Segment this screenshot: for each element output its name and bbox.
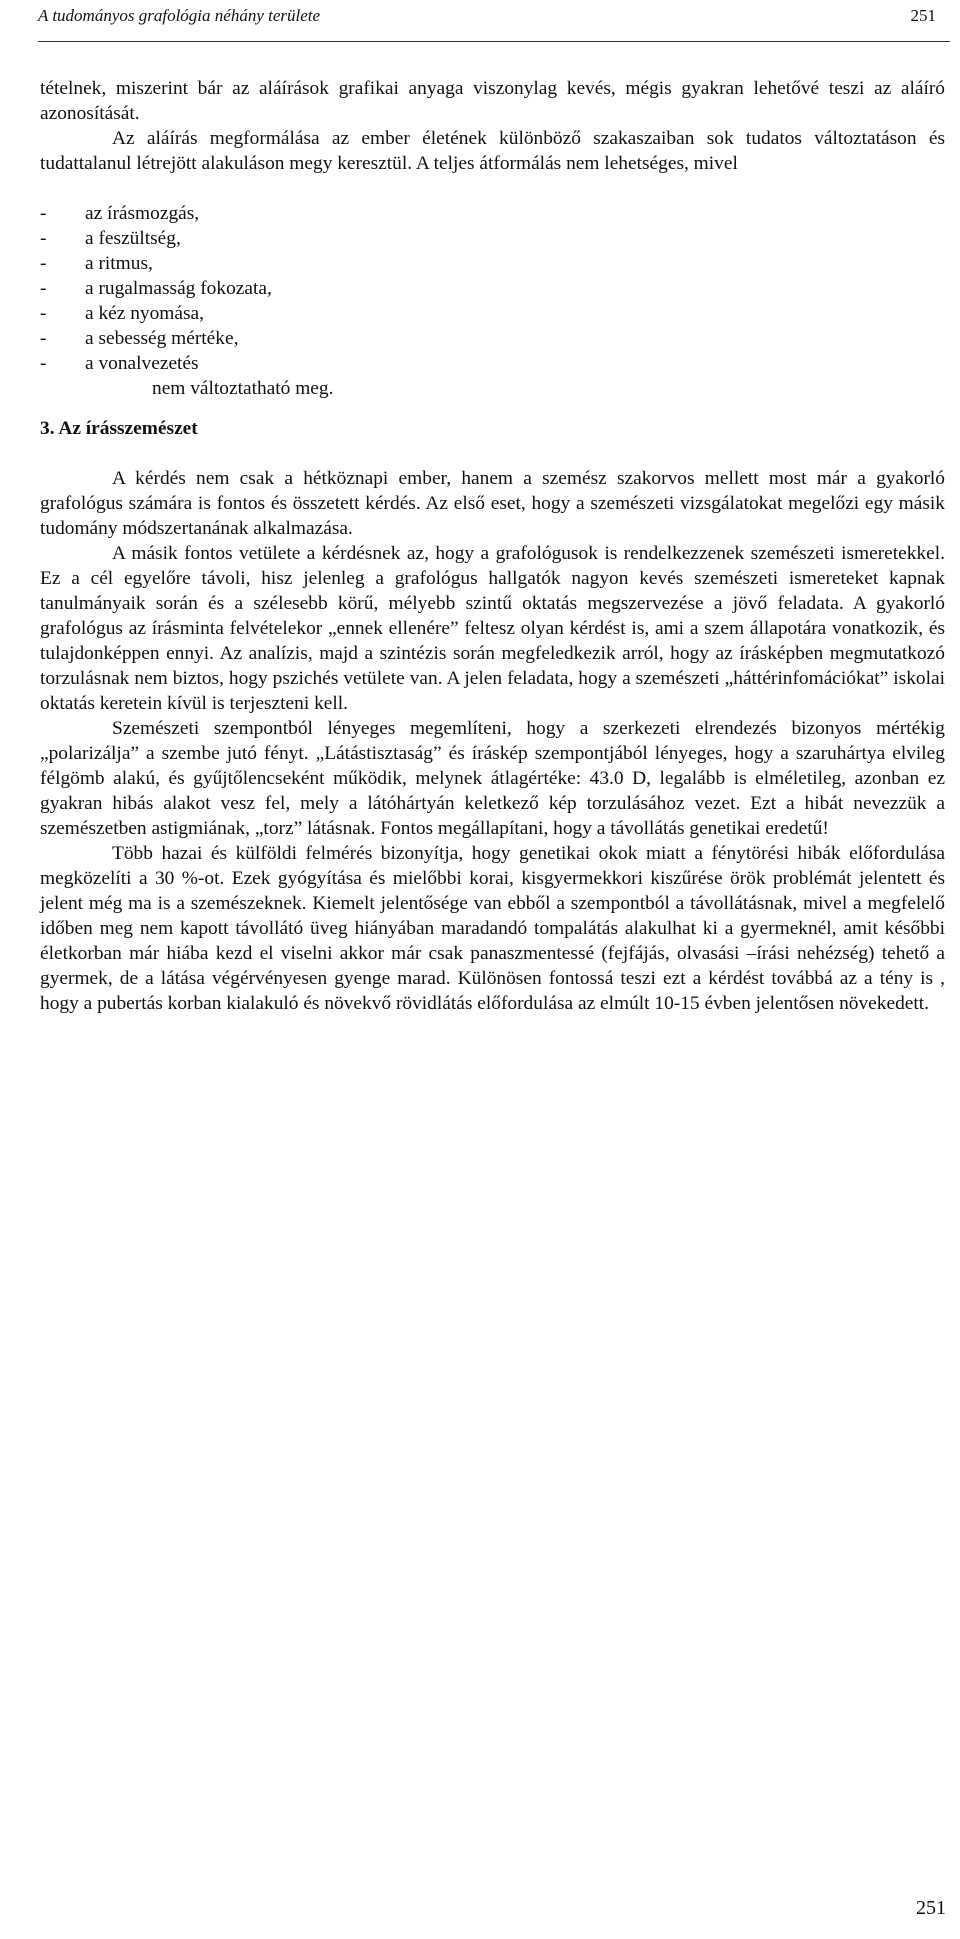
section-heading: 3. Az írásszemészet — [40, 418, 198, 439]
list-item-text: a kéz nyomása, — [85, 303, 204, 324]
list-item-text: a sebesség mértéke, — [85, 328, 239, 349]
running-header-title: A tudományos grafológia néhány területe — [38, 6, 321, 25]
list-dash: - — [40, 303, 47, 324]
section-paragraph-2: A másik fontos vetülete a kérdésnek az, hogy a grafológusok is rendelkezzenek szemészeti ismeretekkel. Ez a cél egyelőre távoli, hisz jelenleg a grafológus hallgatók nagyon kevés szemészeti ismereteket kapnak tanulmányaik során és a szélesebb körű, mélyebb szintű oktatás megszervezése a jövő feladata. A gyakorló grafológus az írásminta felvételekor „ennek ellenére” feltesz olyan kérdést is, ami a szem állapotára vonatkozik, és tulajdonképpen ennyi. Az analízis, majd a szintézis során megfeledkezik arról, hogy az írásképben megmutatkozó torzulásnak nem biztos, hogy pszichés vetülete van. A jelen feladata, hogy a szemészeti „háttérinfomációkat” iskolai oktatás keretein kívül is terjeszteni kell. — [40, 543, 945, 714]
list-item-text: az írásmozgás, — [85, 203, 200, 224]
list-item-text: a feszültség, — [85, 228, 181, 249]
list-dash: - — [40, 278, 47, 299]
section-paragraph-1: A kérdés nem csak a hétköznapi ember, hanem a szemész szakorvos mellett most már a gyakorló grafológus számára is fontos és összetett kérdés. Az első eset, hogy a szemészeti vizsgálatokat megelőzi egy másik tudomány módszertanának alkalmazása. — [40, 468, 945, 539]
list-dash: - — [40, 228, 47, 249]
footer-page-number: 251 — [916, 1897, 946, 1919]
list-item-text: a rugalmasság fokozata, — [85, 278, 272, 299]
page-body — [40, 76, 945, 1016]
list-item — [40, 351, 945, 376]
list-item — [40, 201, 945, 226]
section-paragraph-4: Több hazai és külföldi felmérés bizonyítja, hogy genetikai okok miatt a fénytörési hibák előfordulása megközelíti a 30 %-ot. Ezek gyógyítása és mielőbbi korai, kisgyermekkori kiszűrése örök problémát jelentett és jelent még ma is a szemészeknek. Kiemelt jelentősége van ebből a szempontból a távollátásnak, mivel a megfelelő időben meg nem kapott távollátó üveg hiányában maradandó tompalátás alakulhat ki a gyermeknél, amit későbbi életkorban már hiába kezd el viselni akkor már csak panaszmentessé (fejfájás, olvasási –írási nehézség) tehető a gyermek, de a látása végérvényesen gyenge marad. Különösen fontossá teszi ezt a kérdést továbbá az a tény is , hogy a pubertás korban kialakuló és növekvő rövidlátás előfordulása az elmúlt 10-15 évben jelentősen növekedett. — [40, 843, 945, 1014]
intro-paragraph-1: tételnek, miszerint bár az aláírások grafikai anyaga viszonylag kevés, mégis gyakran lehetővé teszi az aláíró azonosítását. — [40, 78, 945, 124]
list-dash: - — [40, 253, 47, 274]
list-item — [40, 276, 945, 301]
list-dash: - — [40, 353, 47, 374]
list-item — [40, 226, 945, 251]
section-body — [40, 466, 945, 1016]
list-dash: - — [40, 203, 47, 224]
list-item — [40, 301, 945, 326]
intro-paragraph-2: Az aláírás megformálása az ember életének különböző szakaszaiban sok tudatos változtatáson és tudattalanul létrejött alakuláson megy keresztül. A teljes átformálás nem lehetséges, mivel — [40, 128, 945, 174]
list-item-text: a ritmus, — [85, 253, 153, 274]
running-header — [38, 0, 950, 42]
list-item-text: a vonalvezetés — [85, 353, 199, 374]
list-dash: - — [40, 328, 47, 349]
section-paragraph-3: Szemészeti szempontból lényeges megemlíteni, hogy a szerkezeti elrendezés bizonyos mértékig „polarizálja” a szembe jutó fényt. „Látástisztaság” és íráskép szempontjából lényeges, hogy a szaruhártya elvileg félgömb alakú, és gyűjtőlencseként működik, melynek átlagértéke: 43.0 D, legalább is elméletileg, azonban ez gyakran hibás alakot vesz fel, mely a látóhártyán keletkező kép torzulásához vezet. Ezt a hibát nevezzük a szemészetben astigmiának, „torz” látásnak. Fontos megállapítani, hogy a távollátás genetikai eredetű! — [40, 718, 945, 839]
list-continuation: nem változtatható meg. — [152, 378, 334, 399]
unchangeable-features-list — [40, 201, 945, 376]
header-page-number: 251 — [910, 6, 936, 25]
list-item — [40, 251, 945, 276]
list-item — [40, 326, 945, 351]
